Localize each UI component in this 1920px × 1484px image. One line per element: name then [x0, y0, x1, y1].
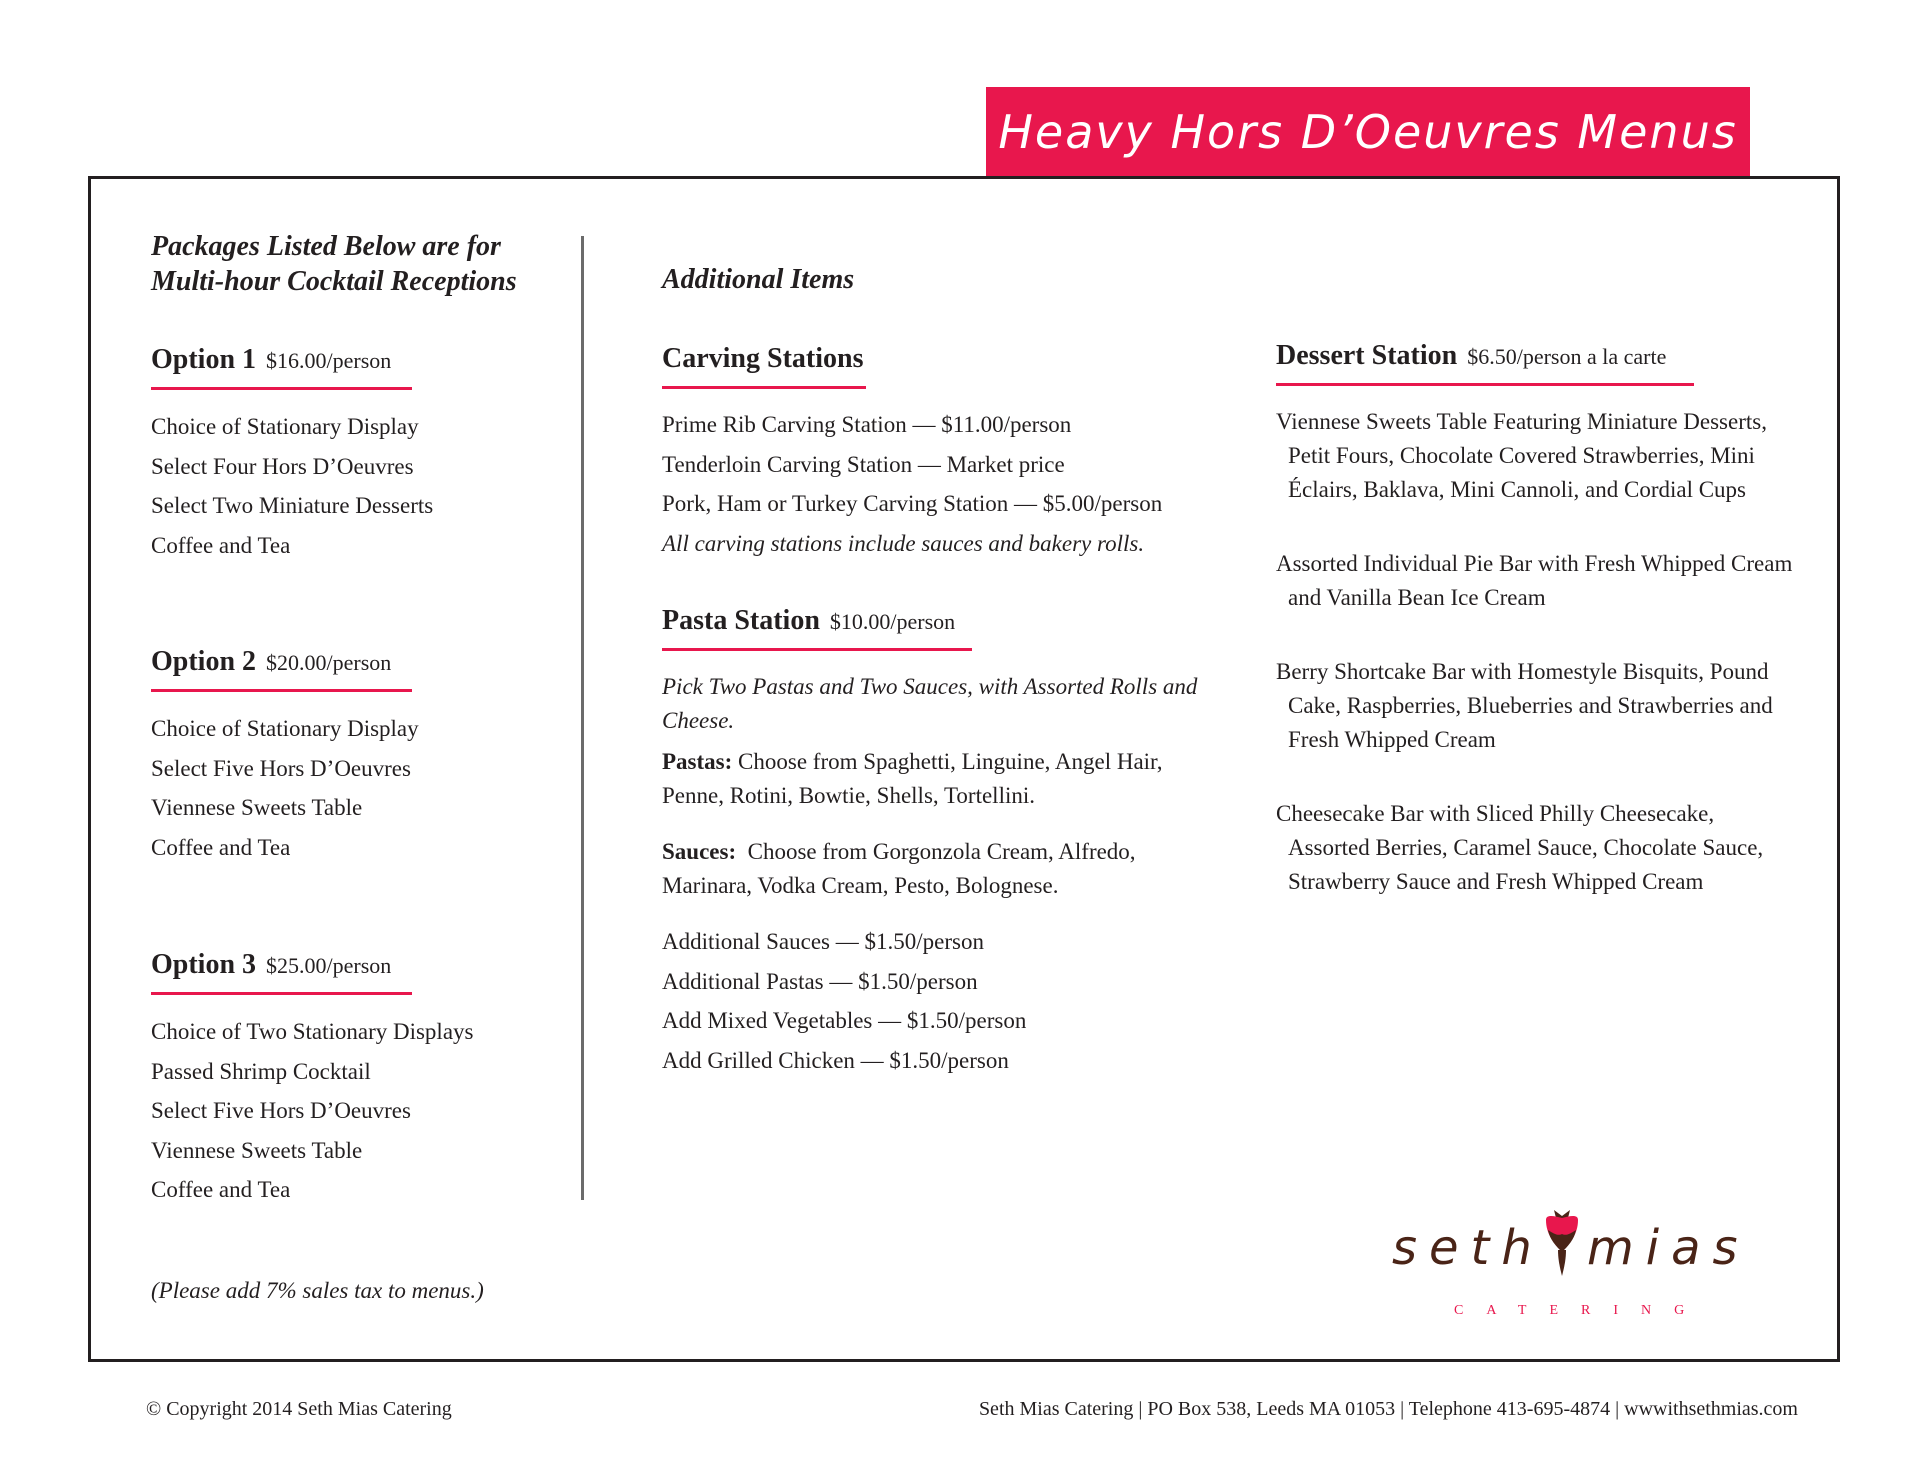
carving-note: All carving stations include sauces and bakery rolls. [662, 530, 1145, 556]
logo-name-left: seth [1392, 1220, 1544, 1276]
logo-subtitle: CATERING [1454, 1303, 1708, 1318]
list-item: Passed Shrimp Cocktail [151, 1058, 371, 1084]
list-item: Viennese Sweets Table [151, 795, 363, 820]
pasta-extras-list [662, 922, 1026, 1080]
option-1-list [151, 407, 433, 565]
list-item: Additional Sauces — $1.50/person [662, 929, 984, 954]
seth-mias-logo [1392, 1200, 1752, 1320]
packages-intro [151, 229, 517, 299]
list-item: Assorted Individual Pie Bar with Fresh Whipped Cream and Vanilla Bean Ice Cream [1276, 551, 1793, 610]
option-2-name: Option 2 [151, 646, 257, 677]
list-item: Select Five Hors D’Oeuvres [151, 755, 411, 781]
list-item: Berry Shortcake Bar with Homestyle Bisquits, Pound Cake, Raspberries, Blueberries and Strawberries and Fresh Whipped Cream [1276, 659, 1773, 752]
pasta-underline [662, 648, 972, 651]
dessert-underline [1276, 383, 1694, 386]
dessert-station-price: $6.50/person a la carte [1467, 344, 1667, 369]
sauces-paragraph [662, 835, 1222, 903]
page-title: Heavy Hors D’Oeuvres Menus [986, 87, 1750, 177]
list-item: Add Grilled Chicken — $1.50/person [662, 1047, 1009, 1073]
list-item: Select Two Miniature Desserts [151, 493, 434, 518]
tax-note: (Please add 7% sales tax to menus.) [151, 1278, 484, 1303]
sauces-label: Sauces: [662, 839, 737, 864]
intro-line-2: Multi-hour Cocktail Receptions [151, 266, 517, 297]
dessert-station-title: Dessert Station [1276, 340, 1458, 371]
list-item: Choice of Stationary Display [151, 414, 419, 439]
option-2-price: $20.00/person [266, 650, 392, 675]
list-item: Choice of Stationary Display [151, 716, 419, 741]
list-item: Prime Rib Carving Station — $11.00/person [662, 412, 1072, 437]
option-3-name: Option 3 [151, 949, 257, 980]
option-3-heading [151, 949, 391, 981]
strawberry-icon [1540, 1204, 1584, 1284]
list-item: Add Mixed Vegetables — $1.50/person [662, 1008, 1027, 1033]
pasta-station-heading [662, 605, 955, 637]
option-3-price: $25.00/person [266, 953, 392, 978]
carving-underline [662, 386, 866, 389]
list-item: Pork, Ham or Turkey Carving Station — $5.00/person [662, 491, 1163, 516]
dessert-list [1276, 405, 1796, 939]
pasta-intro: Pick Two Pastas and Two Sauces, with Assorted Rolls and Cheese. [662, 674, 1198, 733]
pastas-paragraph [662, 745, 1222, 813]
additional-items-heading: Additional Items [662, 264, 855, 295]
option-1-underline [151, 387, 412, 390]
list-item: Coffee and Tea [151, 834, 291, 860]
list-item: Viennese Sweets Table Featuring Miniature Desserts, Petit Fours, Chocolate Covered Strawberries, Mini Éclairs, Baklava, Mini Cannoli, and Cordial Cups [1276, 409, 1767, 502]
option-3-list [151, 1012, 473, 1210]
logo-name-right: mias [1587, 1220, 1750, 1276]
contact-info: Seth Mias Catering | PO Box 538, Leeds MA 01053 | Telephone 413-695-4874 | wwwithsethmias.com [978, 1398, 1798, 1420]
option-2-heading [151, 646, 391, 678]
list-item: Select Four Hors D’Oeuvres [151, 453, 414, 479]
option-1-heading [151, 344, 391, 376]
option-1-name: Option 1 [151, 344, 257, 375]
option-2-underline [151, 689, 412, 692]
pastas-text: Choose from Spaghetti, Linguine, Angel Hair, Penne, Rotini, Bowtie, Shells, Tortellini. [662, 749, 1163, 808]
option-1-price: $16.00/person [266, 348, 392, 373]
list-item: Viennese Sweets Table [151, 1137, 363, 1163]
option-3-underline [151, 992, 412, 995]
list-item: Select Five Hors D’Oeuvres [151, 1098, 411, 1123]
list-item: Coffee and Tea [151, 532, 291, 558]
carving-stations-heading [662, 343, 863, 375]
pasta-station-price: $10.00/person [829, 609, 956, 634]
pasta-station-title: Pasta Station [662, 605, 820, 636]
pastas-label: Pastas: [662, 749, 733, 774]
carving-list [662, 405, 1162, 563]
list-item: Tenderloin Carving Station — Market price [662, 451, 1065, 477]
list-item: Coffee and Tea [151, 1177, 291, 1202]
carving-stations-title: Carving Stations [662, 343, 864, 374]
list-item: Cheesecake Bar with Sliced Philly Cheesecake, Assorted Berries, Caramel Sauce, Chocolate Sauce, Strawberry Sauce and Fresh Whipped Cream [1276, 801, 1764, 894]
copyright: © Copyright 2014 Seth Mias Catering [146, 1398, 452, 1420]
list-item: Additional Pastas — $1.50/person [662, 968, 978, 994]
sauces-text: Choose from Gorgonzola Cream, Alfredo, Marinara, Vodka Cream, Pesto, Bolognese. [662, 839, 1136, 898]
dessert-station-heading [1276, 340, 1666, 372]
intro-line-1: Packages Listed Below are for [151, 231, 501, 262]
option-2-list [151, 709, 419, 867]
column-divider [581, 236, 584, 1200]
list-item: Choice of Two Stationary Displays [151, 1019, 474, 1044]
